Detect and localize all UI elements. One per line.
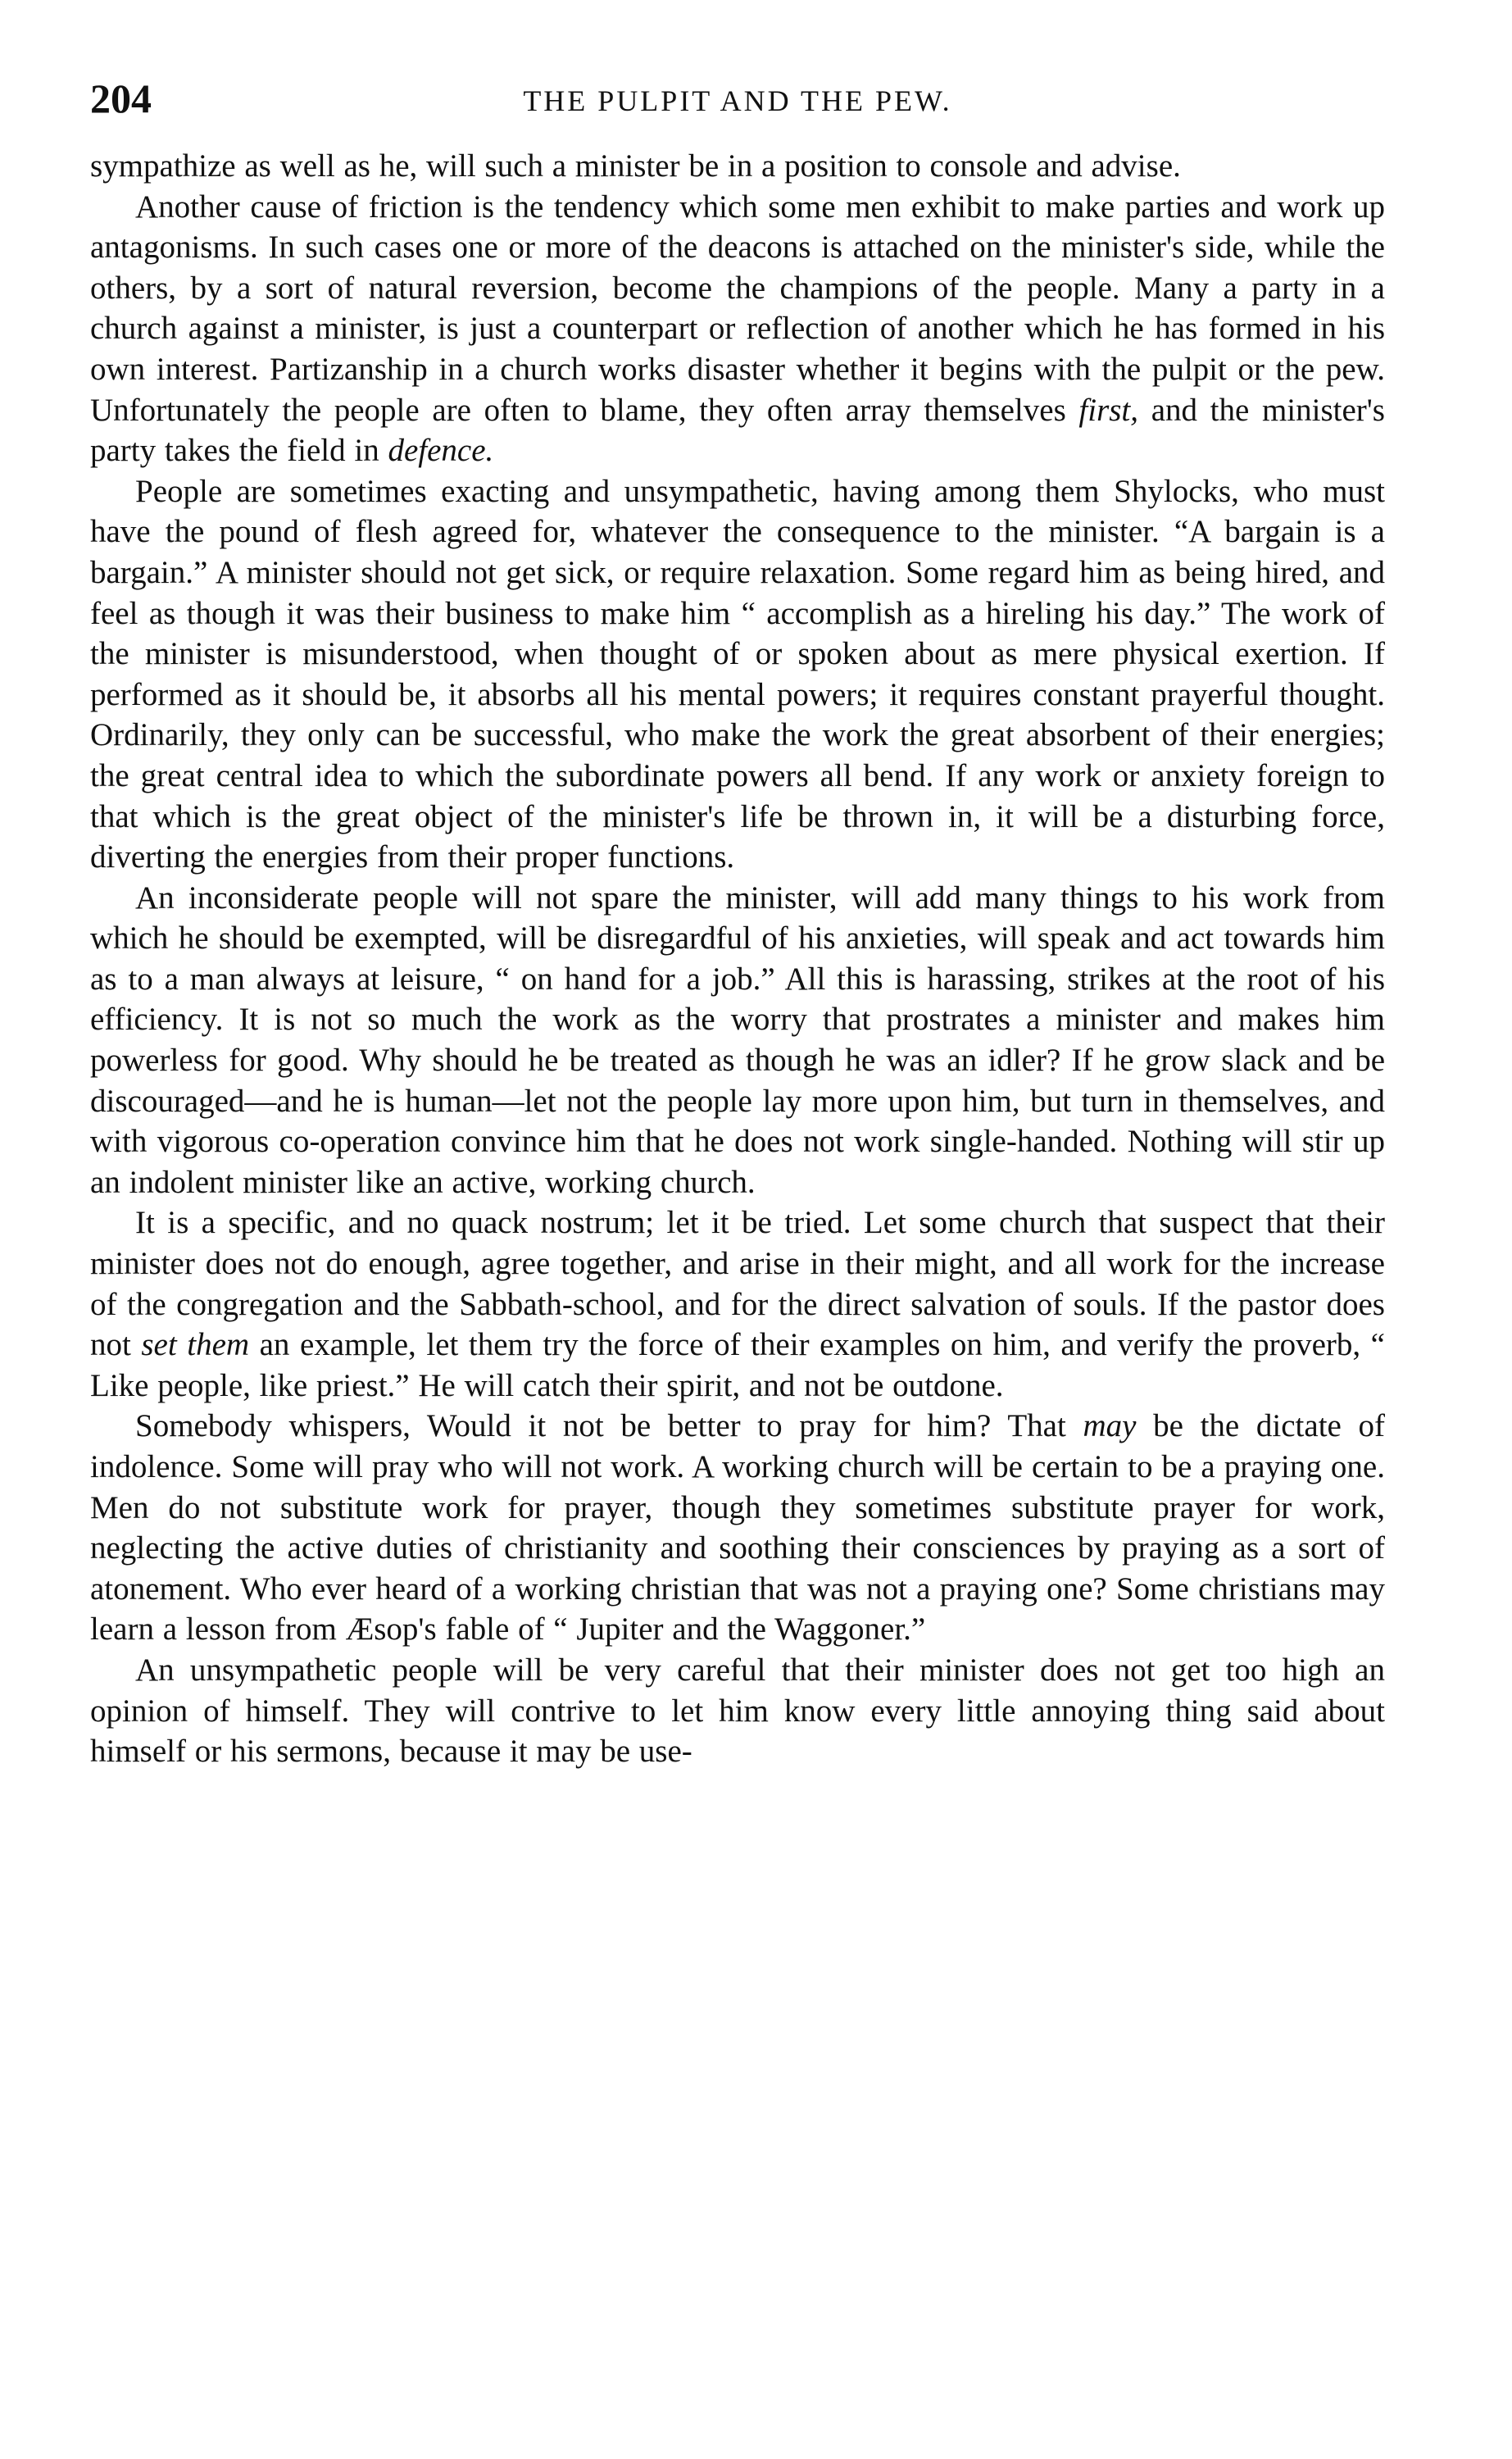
paragraph-text: Somebody whispers, Would it not be better to pray for him? That	[135, 1408, 1083, 1444]
running-head: THE PULPIT AND THE PEW.	[523, 84, 952, 117]
italic-text: defence.	[388, 433, 494, 469]
paragraph-text: and the minister's party takes the field in	[90, 392, 1385, 469]
paragraph	[90, 1202, 1385, 1406]
paragraph-text: sympathize as well as he, will such a minister be in a position to console and advise.	[90, 148, 1181, 184]
paragraph	[90, 878, 1385, 1203]
paragraph-text: It is a specific, and no quack nostrum; let it be tried. Let some church that suspect that their minister does not do enough, agree together, and arise in their might, and all work for the increase of the congregation and the Sabbath-school, and for the direct salvation of souls. If the pastor does not	[90, 1205, 1385, 1363]
italic-text: set them	[141, 1327, 250, 1363]
paragraph-text: An inconsiderate people will not spare the minister, will add many things to his work from which he should be exempted, will be disregardful of his anxieties, will speak and act towards him as to a man always at leisure, “ on hand for a job.” All this is harassing, strikes at the root of his efficiency. It is not so much the work as the worry that prostrates a minister and makes him powerless for good. Why should he be treated as though he was an idler? If he grow slack and be discouraged—and he is human—let not the people lay more upon him, but turn in themselves, and with vigorous co-operation convince him that he does not work single-handed. Nothing will stir up an indolent minister like an active, working church.	[90, 880, 1385, 1200]
book-page	[90, 74, 1385, 2418]
paragraph	[90, 187, 1385, 471]
paragraph-text: be the dictate of indolence. Some will pray who will not work. A working church will be certain to be a praying one. Men do not substitute work for prayer, though they sometimes substitute prayer for work, neglecting the active duties of christianity and soothing their consciences by praying as a sort of atonement. Who ever heard of a working christian that was not a praying one? Some christians may learn a lesson from Æsop's fable of “ Jupiter and the Waggoner.”	[90, 1408, 1385, 1648]
italic-text: may	[1083, 1408, 1137, 1444]
paragraph	[90, 146, 1385, 187]
body-text	[90, 146, 1385, 1772]
paragraph-text: Another cause of friction is the tendency which some men exhibit to make parties and work up antagonisms. In such cases one or more of the deacons is attached on the minister's side, while the others, by a sort of natural reversion, become the champions of the people. Many a party in a church against a minister, is just a counterpart or reflection of another which he has formed in his own interest. Partizanship in a church works disaster whether it begins with the pulpit or the pew. Unfortunately the people are often to blame, they often array themselves	[90, 189, 1385, 428]
paragraph	[90, 1406, 1385, 1650]
paragraph	[90, 471, 1385, 878]
paragraph	[90, 1650, 1385, 1772]
paragraph-text: An unsympathetic people will be very careful that their minister does not get too high an opinion of himself. They will contrive to let him know every little annoying thing said about himself or his sermons, because it may be use-	[90, 1652, 1385, 1770]
paragraph-text: an example, let them try the force of their examples on him, and verify the proverb, “ Like people, like priest.” He will catch their spirit, and not be outdone.	[90, 1327, 1385, 1403]
paragraph-text: People are sometimes exacting and unsympathetic, having among them Shylocks, who must have the pound of flesh agreed for, whatever the consequence to the minister. “A bargain is a bargain.” A minister should not get sick, or require relaxation. Some regard him as being hired, and feel as though it was their business to make him “ accomplish as a hireling his day.” The work of the minister is misunderstood, when thought of or spoken about as mere physical exertion. If performed as it should be, it absorbs all his mental powers; it requires constant prayerful thought. Ordinarily, they only can be successful, who make the work the great absorbent of their energies; the great central idea to which the subordinate powers all bend. If any work or anxiety foreign to that which is the great object of the minister's life be thrown in, it will be a disturbing force, diverting the energies from their proper functions.	[90, 473, 1385, 875]
page-number: 204	[90, 75, 152, 121]
page-header	[90, 74, 1385, 131]
italic-text: first,	[1078, 392, 1139, 428]
